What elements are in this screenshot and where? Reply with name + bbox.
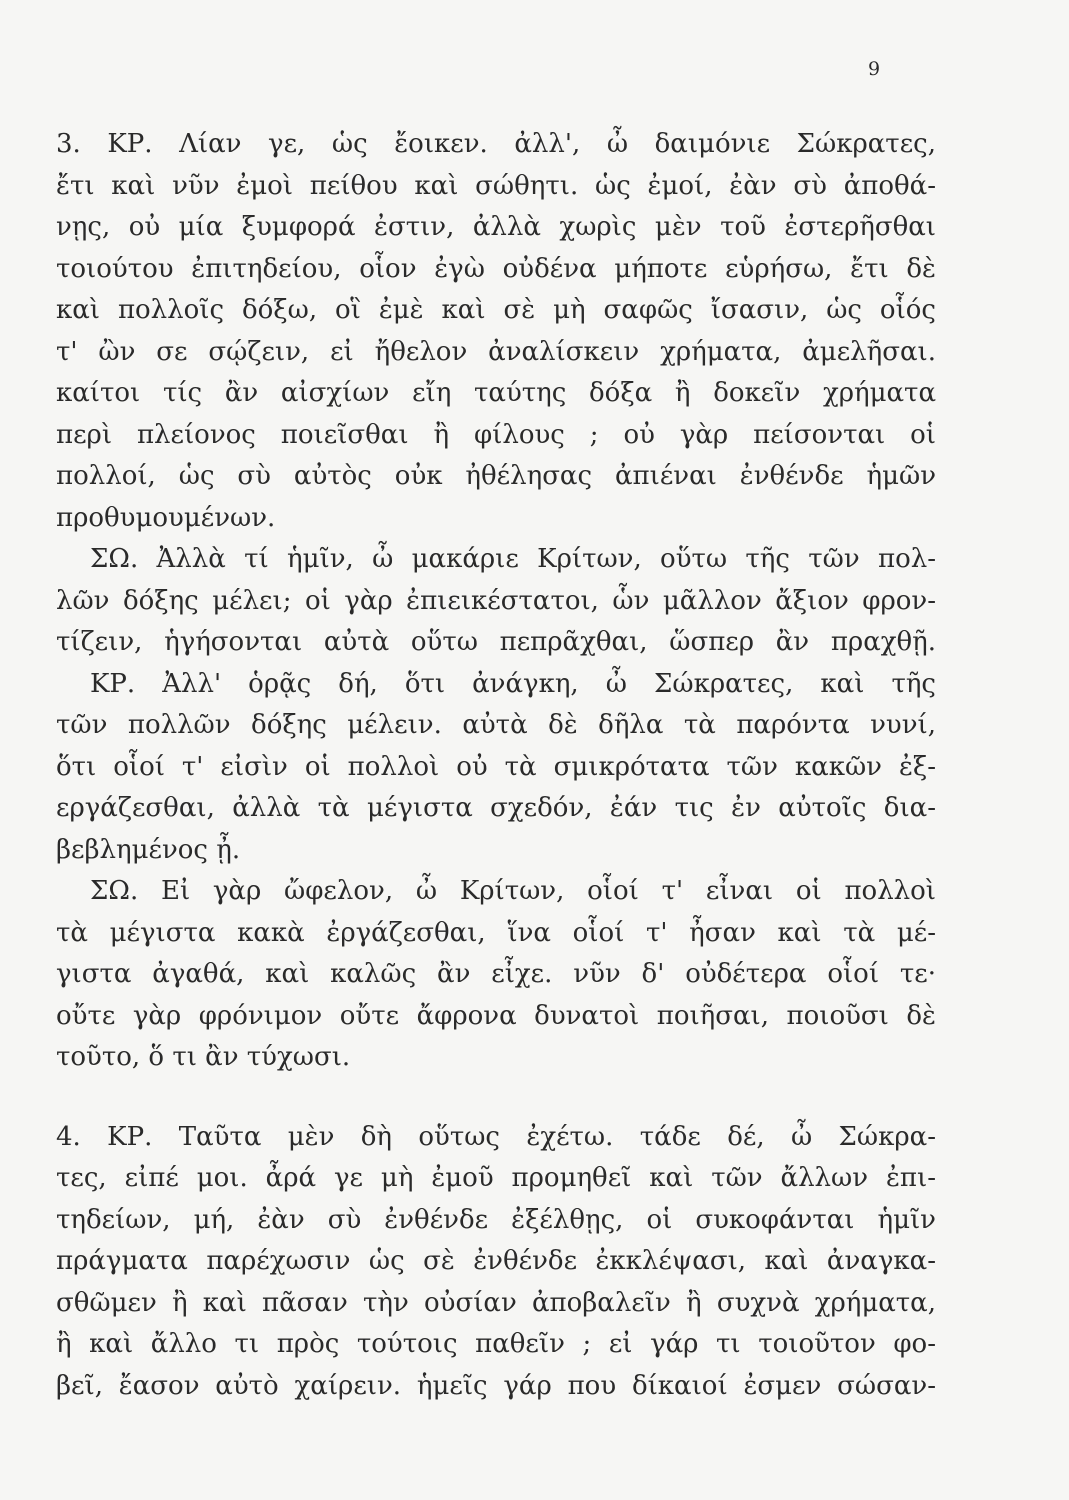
text-line: περὶ πλείονος ποιεῖσθαι ἢ φίλους ; οὐ γὰρ πείσονται οἱ (56, 419, 936, 450)
text-line: τες, εἰπέ μοι. ἆρά γε μὴ ἐμοῦ προμηθεῖ καὶ τῶν ἄλλων ἐπι- (56, 1163, 936, 1193)
text-line: τίζειν, ἡγήσονται αὐτὰ οὕτω πεπρᾶχθαι, ὥσπερ ἂν πραχθῇ. (56, 627, 936, 657)
text-line: πολλοί, ὡς σὺ αὐτὸς οὐκ ἠθέλησας ἀπιέναι ἐνθένδε ἡμῶν (56, 461, 936, 491)
text-line: ἢ καὶ ἄλλο τι πρὸς τούτοις παθεῖν ; εἰ γάρ τι τοιοῦτον φο- (56, 1329, 936, 1359)
text-line: καὶ πολλοῖς δόξω, οἳ ἐμὲ καὶ σὲ μὴ σαφῶς ἴσασιν, ὡς οἷός (56, 295, 936, 325)
text-line: σθῶμεν ἢ καὶ πᾶσαν τὴν οὐσίαν ἀποβαλεῖν ἢ συχνὰ χρήματα, (56, 1287, 936, 1318)
greek-text-block (56, 124, 936, 1407)
text-line: τοιούτου ἐπιτηδείου, οἷον ἐγὼ οὐδένα μήποτε εὑρήσω, ἔτι δὲ (56, 253, 936, 284)
text-line: εργάζεσθαι, ἀλλὰ τὰ μέγιστα σχεδόν, ἐάν τις ἐν αὐτοῖς δια- (56, 793, 936, 823)
text-line: οὔτε γὰρ φρόνιμον οὔτε ἄφρονα δυνατοὶ ποιῆσαι, ποιοῦσι δὲ (56, 1000, 936, 1031)
text-line: 3. ΚΡ. Λίαν γε, ὡς ἔοικεν. ἀλλ', ὦ δαιμόνιε Σώκρατες, (56, 129, 936, 159)
text-line: τ' ὢν σε σῴζειν, εἰ ἤθελον ἀναλίσκειν χρήματα, ἀμελῆσαι. (56, 336, 936, 367)
text-line: ΚΡ. Ἀλλ' ὁρᾷς δή, ὅτι ἀνάγκη, ὦ Σώκρατες, καὶ τῆς (90, 668, 936, 699)
text-line: ἔτι καὶ νῦν ἐμοὶ πείθου καὶ σώθητι. ὡς ἐμοί, ἐὰν σὺ ἀποθά- (56, 170, 936, 201)
text-line: γιστα ἀγαθά, καὶ καλῶς ἂν εἶχε. νῦν δ' οὐδέτερα οἷοί τε· (56, 959, 936, 989)
text-line: ΣΩ. Ἀλλὰ τί ἡμῖν, ὦ μακάριε Κρίτων, οὕτω τῆς τῶν πολ- (90, 544, 936, 574)
text-line: λῶν δόξης μέλει; οἱ γὰρ ἐπιεικέστατοι, ὧν μᾶλλον ἄξιον φρον- (56, 585, 936, 616)
text-line: ὅτι οἷοί τ' εἰσὶν οἱ πολλοὶ οὐ τὰ σμικρότατα τῶν κακῶν ἐξ- (56, 751, 936, 782)
text-line: προθυμουμένων. (56, 502, 276, 533)
text-line: νῃς, οὐ μία ξυμφορά ἐστιν, ἀλλὰ χωρὶς μὲν τοῦ ἐστερῆσθαι (56, 212, 936, 242)
text-line: τηδείων, μή, ἐὰν σὺ ἐνθένδε ἐξέλθῃς, οἱ συκοφάνται ἡμῖν (56, 1204, 936, 1235)
page-number: 9 (868, 58, 881, 80)
text-line: 4. ΚΡ. Ταῦτα μὲν δὴ οὕτως ἐχέτω. τάδε δέ, ὦ Σώκρα- (56, 1121, 936, 1152)
text-line: τῶν πολλῶν δόξης μέλειν. αὐτὰ δὲ δῆλα τὰ παρόντα νυνί, (56, 710, 936, 740)
text-line: βεῖ, ἔασον αὐτὸ χαίρειν. ἡμεῖς γάρ που δίκαιοί ἐσμεν σώσαν- (56, 1370, 936, 1401)
text-line: τοῦτο, ὅ τι ἂν τύχωσι. (56, 1042, 351, 1072)
text-line: τὰ μέγιστα κακὰ ἐργάζεσθαι, ἵνα οἷοί τ' ἦσαν καὶ τὰ μέ- (56, 917, 936, 948)
text-line: καίτοι τίς ἂν αἰσχίων εἴη ταύτης δόξα ἢ δοκεῖν χρήματα (56, 378, 936, 408)
text-line: βεβλημένος ᾖ. (56, 834, 241, 865)
text-line: ΣΩ. Εἰ γὰρ ὤφελον, ὦ Κρίτων, οἷοί τ' εἶναι οἱ πολλοὶ (90, 876, 936, 906)
text-line: πράγματα παρέχωσιν ὡς σὲ ἐνθένδε ἐκκλέψασι, καὶ ἀναγκα- (56, 1246, 936, 1276)
